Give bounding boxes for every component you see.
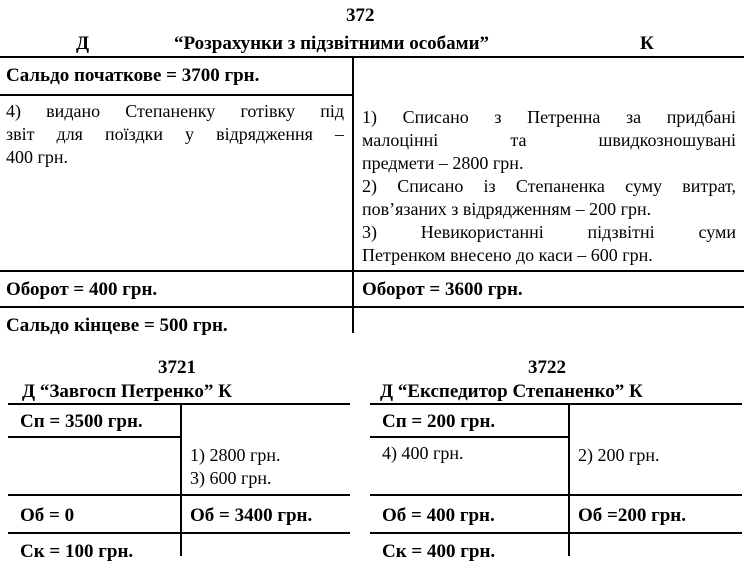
sub-left-turnover-bottom-line	[8, 532, 350, 534]
main-credit-entry-2-line2: пов’язаних з відрядженням – 200 грн.	[362, 199, 652, 219]
sub-left-debit-turnover: Об = 0	[20, 505, 75, 526]
main-vertical-line	[352, 57, 354, 333]
sub-left-top-line	[8, 403, 350, 405]
main-debit-entry-line3: 400 грн.	[6, 147, 69, 167]
sub-right-turnover-top-line	[370, 494, 742, 496]
main-credit-turnover: Оборот = 3600 грн.	[362, 279, 523, 300]
sub-left-credit-line2: 3) 600 грн.	[190, 468, 272, 488]
main-debit-entry-line1: 4) видано Степаненку готівку під	[6, 101, 344, 121]
sub-left-balance-line	[8, 436, 180, 438]
sub-left-opening: Сп = 3500 грн.	[20, 411, 143, 432]
main-credit-entry-2-line1: 2) Списано із Степаненка суму витрат,	[362, 176, 736, 196]
main-account-title: “Розрахунки з підзвітними особами”	[174, 33, 490, 54]
sub-left-title: Д “Завгосп Петренко” К	[22, 381, 232, 402]
sub-right-balance-line	[370, 436, 568, 438]
main-debit-entry	[6, 100, 344, 169]
main-credit-entries	[362, 106, 736, 267]
sub-right-account-number: 3722	[528, 357, 566, 378]
sub-right-credit-line1: 2) 200 грн.	[578, 445, 660, 465]
sub-right-debit-turnover: Об = 400 грн.	[382, 505, 495, 526]
main-opening-balance: Сальдо початкове = 3700 грн.	[6, 65, 260, 86]
main-turnover-bottom-line	[0, 306, 744, 308]
sub-left-account-number: 3721	[158, 357, 196, 378]
sub-left-credit-turnover: Об = 3400 грн.	[190, 505, 313, 526]
main-credit-entry-1-line2: малоцінні та швидкозношувані	[362, 130, 736, 150]
sub-right-top-line	[370, 403, 742, 405]
main-balance-line	[0, 94, 352, 96]
sub-right-title: Д “Експедитор Степаненко” К	[380, 381, 643, 402]
sub-left-closing: Ск = 100 грн.	[20, 541, 134, 562]
sub-left-turnover-top-line	[8, 494, 350, 496]
main-credit-mark: К	[640, 33, 654, 54]
sub-left-credit-line1: 1) 2800 грн.	[190, 445, 281, 465]
sub-right-credit-turnover: Об =200 грн.	[578, 505, 686, 526]
main-account-number: 372	[346, 5, 375, 26]
sub-right-debit-line1: 4) 400 грн.	[382, 443, 464, 463]
main-turnover-top-line	[0, 270, 744, 272]
main-credit-entry-1-line3: предмети – 2800 грн.	[362, 153, 524, 173]
sub-right-opening: Сп = 200 грн.	[382, 411, 496, 432]
main-debit-turnover: Оборот = 400 грн.	[6, 279, 158, 300]
main-credit-entry-3-line1: 3) Невикористанні підзвітні суми	[362, 222, 736, 242]
sub-right-turnover-bottom-line	[370, 532, 742, 534]
main-credit-entry-1-line1: 1) Списано з Петренна за придбані	[362, 107, 736, 127]
main-closing-balance: Сальдо кінцеве = 500 грн.	[6, 315, 228, 336]
main-debit-entry-line2: звіт для поїздки у відрядження –	[6, 124, 344, 144]
main-debit-mark: Д	[76, 33, 90, 54]
sub-right-closing: Ск = 400 грн.	[382, 541, 496, 562]
main-top-line	[0, 56, 744, 58]
main-credit-entry-3-line2: Петренком внесено до каси – 600 грн.	[362, 245, 653, 265]
